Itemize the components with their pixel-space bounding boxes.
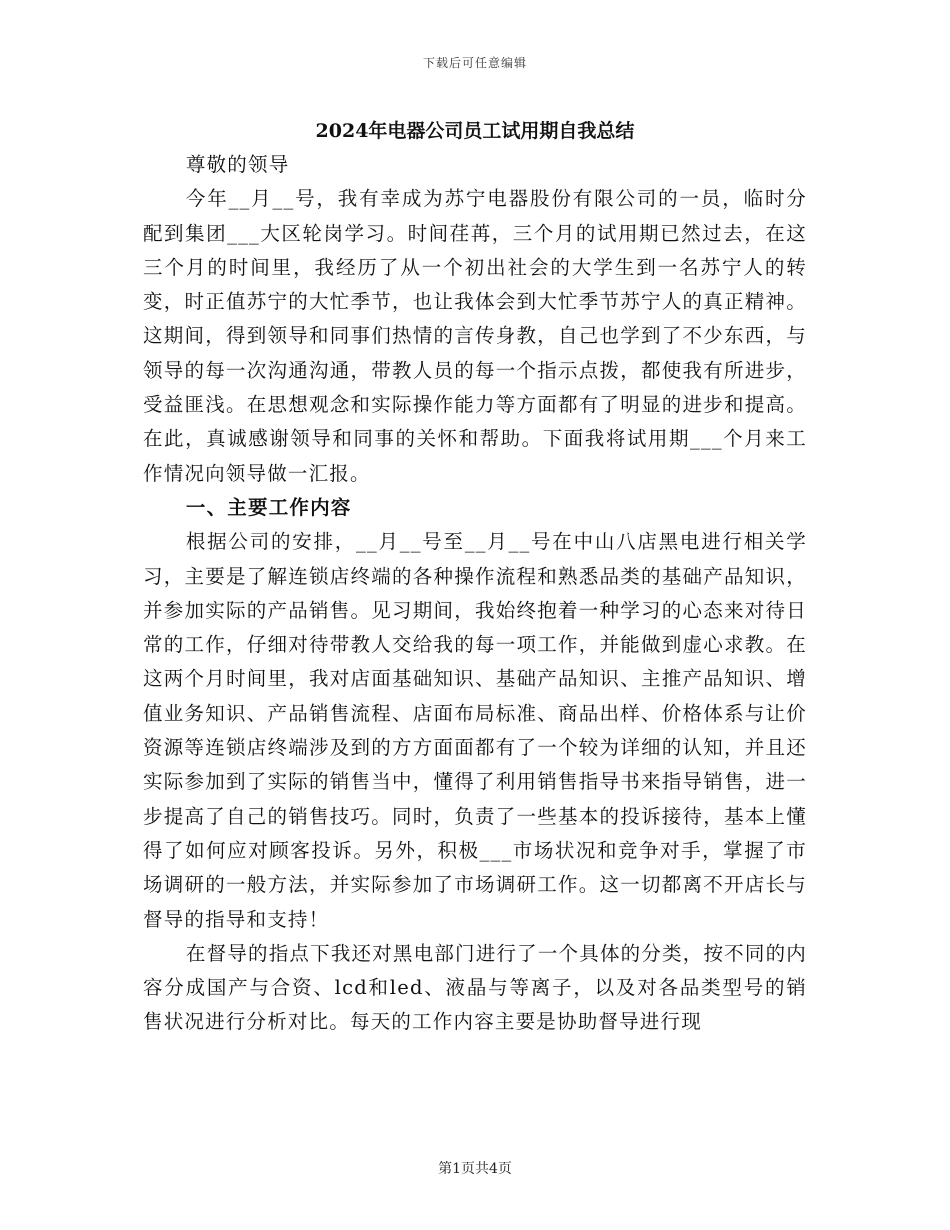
page-number: 第1页共4页 bbox=[438, 1161, 512, 1177]
page-header-note: 下载后可任意编辑 bbox=[422, 56, 527, 70]
document-title: 2024年电器公司员工试用期自我总结 bbox=[315, 120, 635, 142]
document-body bbox=[143, 148, 807, 1040]
salutation: 尊敬的领导 bbox=[185, 153, 290, 176]
section-paragraph: 根据公司的安排，__月__号至__月__号在中山八店黑电进行相关学习，主要是了解连锁店终端的各种操作流程和熟悉品类的基础产品知识，并参加实际的产品销售。见习期间，我始终抱着一种学习的心态来对待日常的工作，仔细对待带教人交给我的每一项工作，并能做到虚心求教。在这两个月时间里，我对店面基础知识、基础产品知识、主推产品知识、增值业务知识、产品销售流程、店面布局标准、商品出样、价格体系与让价资源等连锁店终端涉及到的方方面面都有了一个较为详细的认知，并且还实际参加到了实际的销售当中，懂得了利用销售指导书来指导销售，进一步提高了自己的销售技巧。同时，负责了一些基本的投诉接待，基本上懂得了如何应对顾客投诉。另外，积极___市场状况和竞争对手，掌握了市场调研的一般方法，并实际参加了市场调研工作。这一切都离不开店长与督导的指导和支持！ bbox=[143, 530, 807, 931]
section-heading-main-work: 一、主要工作内容 bbox=[185, 495, 352, 519]
section-paragraph: 在督导的指点下我还对黑电部门进行了一个具体的分类，按不同的内容分成国产与合资、lcd和led、液晶与等离子，以及对各品类型号的销售状况进行分析对比。每天的工作内容主要是协助督导进行现 bbox=[143, 941, 807, 1034]
intro-paragraph: 今年__月__号，我有幸成为苏宁电器股份有限公司的一员，临时分配到集团___大区轮岗学习。时间荏苒，三个月的试用期已然过去，在这三个月的时间里，我经历了从一个初出社会的大学生到一名苏宁人的转变，时正值苏宁的大忙季节，也让我体会到大忙季节苏宁人的真正精神。这期间，得到领导和同事们热情的言传身教，自己也学到了不少东西，与领导的每一次沟通沟通，带教人员的每一个指示点拨，都使我有所进步，受益匪浅。在思想观念和实际操作能力等方面都有了明显的进步和提高。在此，真诚感谢领导和同事的关怀和帮助。下面我将试用期___个月来工作情况向领导做一汇报。 bbox=[143, 187, 807, 485]
